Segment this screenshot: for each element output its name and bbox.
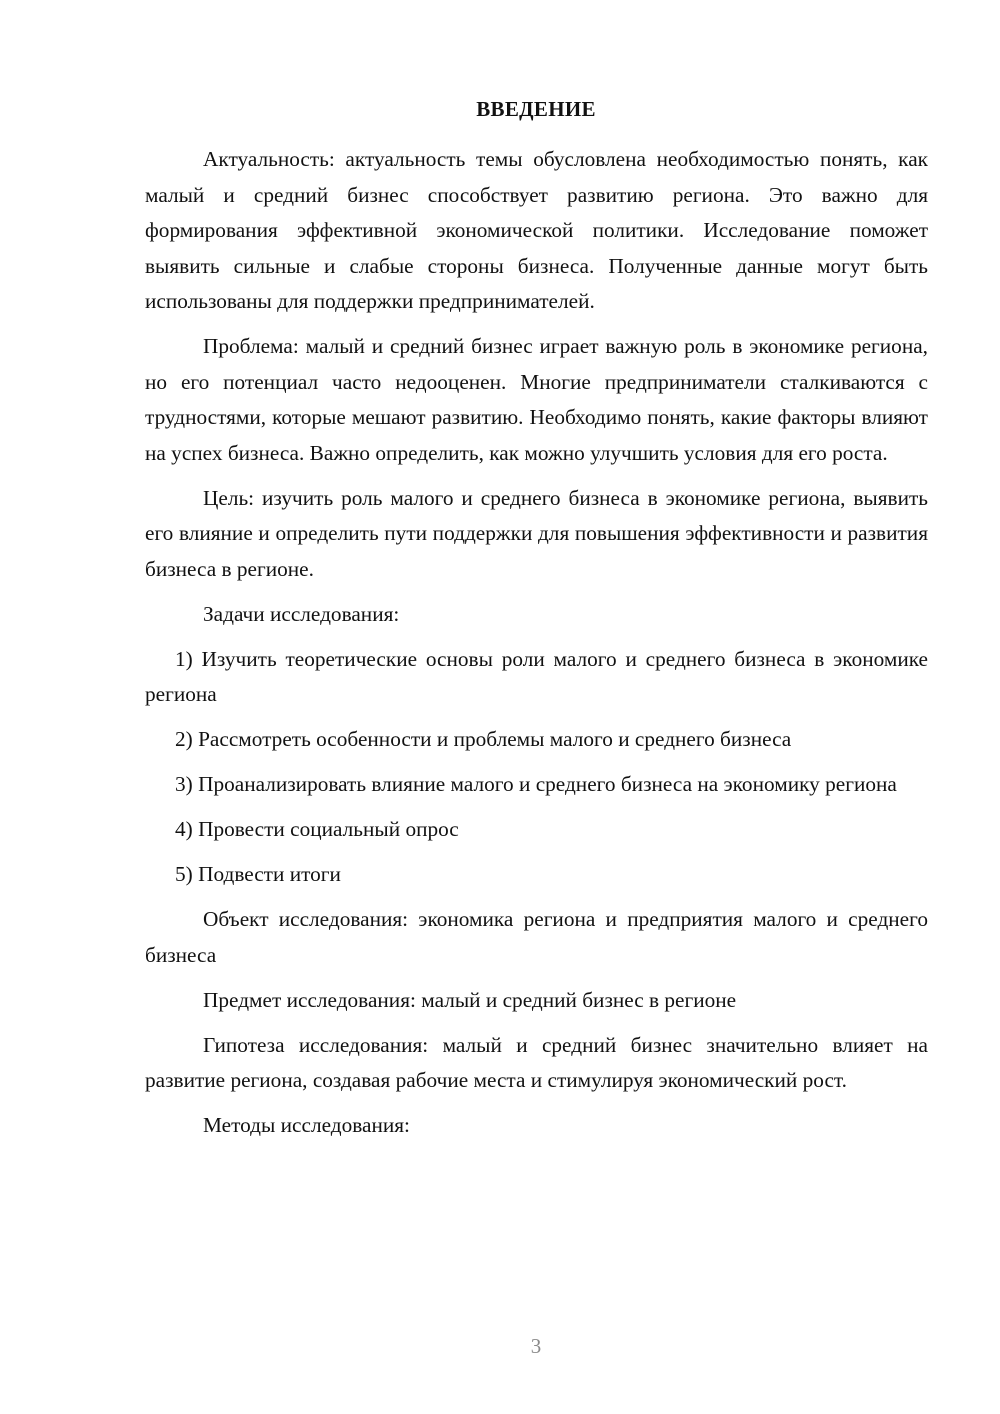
goal-paragraph: Цель: изучить роль малого и среднего бизнеса в экономике региона, выявить его влияние и определить пути поддержки для повышения эффективности и развития бизнеса в регионе.: [145, 485, 928, 581]
task-item: 5) Подвести итоги: [175, 862, 341, 886]
problem-paragraph: Проблема: малый и средний бизнес играет важную роль в экономике региона, но его потенциал часто недооценен. Многие предприниматели сталкиваются с трудностями, которые мешают развитию. Необходимо понять, какие факторы влияют на успех бизнеса. Важно определить, как можно улучшить условия для его роста.: [145, 334, 928, 465]
relevance-paragraph: Актуальность: актуальность темы обусловлена необходимостью понять, как малый и средний бизнес способствует развитию региона. Это важно для формирования эффективной экономической политики. Исследование поможет выявить сильные и слабые стороны бизнеса. Полученные данные могут быть использованы для поддержки предпринимателей.: [145, 147, 928, 313]
tasks-heading: Задачи исследования:: [203, 601, 400, 626]
hypothesis-paragraph: Гипотеза исследования: малый и средний бизнес значительно влияет на развитие региона, создавая рабочие места и стимулируя экономический рост.: [145, 1032, 928, 1092]
document-body: [145, 142, 928, 1153]
methods-heading: Методы исследования:: [203, 1113, 410, 1137]
page-number: 3: [530, 1334, 542, 1358]
task-item: 1) Изучить теоретические основы роли малого и среднего бизнеса в экономике региона: [145, 646, 928, 706]
object-paragraph: Объект исследования: экономика региона и предприятия малого и среднего бизнеса: [145, 907, 928, 967]
task-item: 2) Рассмотреть особенности и проблемы малого и среднего бизнеса: [175, 727, 792, 751]
subject-paragraph: Предмет исследования: малый и средний бизнес в регионе: [203, 987, 737, 1012]
task-item: 4) Провести социальный опрос: [175, 817, 459, 841]
page-title: ВВЕДЕНИЕ: [476, 97, 596, 121]
task-item: 3) Проанализировать влияние малого и среднего бизнеса на экономику региона: [175, 772, 897, 796]
